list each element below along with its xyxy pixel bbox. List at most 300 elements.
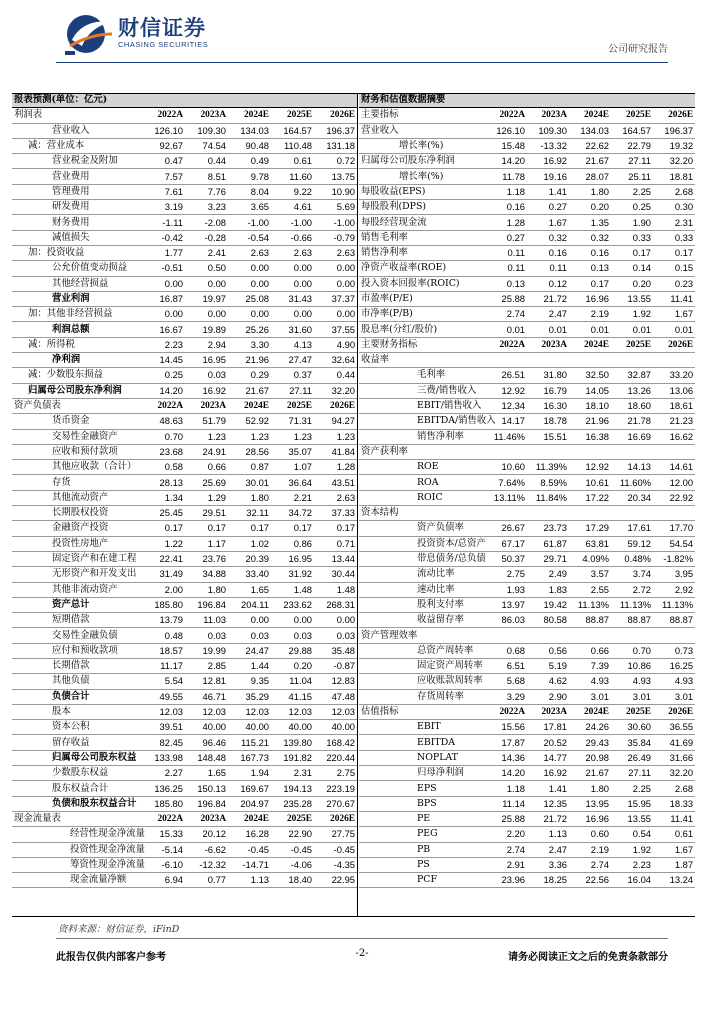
value-cell: 20.98 [569,750,611,765]
value-cell: 3.29 [485,689,527,704]
value-cell: 0.66 [185,460,228,475]
row-label: 资产获利率 [359,444,485,459]
table-row [12,383,357,398]
value-cell: 18.25 [527,873,569,888]
value-cell: 50.37 [485,551,527,566]
value-cell: -0.66 [271,230,314,245]
value-cell: 0.00 [314,261,357,276]
value-cell: 31.92 [271,567,314,582]
row-label: 增长率(%) [359,169,485,184]
value-cell: 14.13 [611,460,653,475]
value-cell: 17.22 [569,490,611,505]
row-label: EPS [359,781,485,796]
value-cell: 14.20 [485,766,527,781]
row-label: 其他应收款（合计） [12,460,142,475]
value-cell: 1.80 [185,582,228,597]
value-cell: 139.80 [271,735,314,750]
value-cell: 2.00 [142,582,185,597]
table-row [359,674,695,689]
table-row [12,475,357,490]
value-cell: 3.01 [611,689,653,704]
value-cell: 1.87 [653,857,695,872]
value-cell: 0.20 [611,276,653,291]
row-label: 股东权益合计 [12,781,142,796]
row-label: 净利润 [12,353,142,368]
row-label: 加：其他非经营损益 [12,307,142,322]
row-label: EBIT/销售收入 [359,398,485,413]
value-cell: 32.20 [314,383,357,398]
value-cell: 32.20 [653,154,695,169]
value-cell: 2.94 [185,337,228,352]
value-cell: 31.43 [271,291,314,306]
table-row [359,230,695,245]
value-cell: 14.05 [569,383,611,398]
value-cell: 14.61 [653,460,695,475]
value-cell: 0.61 [653,827,695,842]
value-cell: 0.68 [485,643,527,658]
value-cell: 19.32 [653,138,695,153]
row-label: EBITDA/销售收入 [359,414,485,429]
value-cell: 1.44 [228,658,271,673]
value-cell: -12.32 [185,857,228,872]
value-cell: 22.41 [142,551,185,566]
footer-disclaimer-right: 请务必阅读正文之后的免责条款部分 [508,952,668,963]
row-label: 归属母公司股东净利润 [359,154,485,169]
row-label: 带息债务/总负债 [359,551,485,566]
value-cell [611,353,653,368]
row-label: 营业利润 [12,291,142,306]
value-cell: 28.13 [142,475,185,490]
value-cell: 3.95 [653,567,695,582]
table-row [12,842,357,857]
table-row [12,490,357,505]
page-header [0,0,724,70]
value-cell: 0.00 [314,307,357,322]
value-cell: 235.28 [271,796,314,811]
value-cell: 35.29 [228,689,271,704]
value-cell: 20.52 [527,735,569,750]
value-cell: 1.48 [271,582,314,597]
row-label: 销售净利率 [359,245,485,260]
value-cell: 3.57 [569,567,611,582]
value-cell: 2.92 [653,582,695,597]
value-cell [527,353,569,368]
table-row [359,766,695,781]
row-label: 管理费用 [12,184,142,199]
table-row [359,307,695,322]
table-row [12,184,357,199]
table-row [359,658,695,673]
section-header-row [12,811,357,826]
value-cell: 0.00 [314,613,357,628]
value-cell: 3.30 [228,337,271,352]
value-cell: 167.73 [228,750,271,765]
value-cell: 26.67 [485,521,527,536]
table-row [12,138,357,153]
value-cell: 1.29 [185,490,228,505]
value-cell: 16.25 [653,658,695,673]
table-row [12,276,357,291]
row-label: 销售净利率 [359,429,485,444]
row-label: 资产负债表 [12,398,142,413]
value-cell: 204.97 [228,796,271,811]
value-cell: 0.33 [653,230,695,245]
value-cell: 1.22 [142,536,185,551]
value-cell: 1.23 [314,429,357,444]
year-header-cell: 2025E [611,704,653,719]
value-cell: 18.57 [142,643,185,658]
row-label: 归属母公司股东净利润 [12,383,142,398]
value-cell: 13.75 [314,169,357,184]
value-cell: 27.11 [611,154,653,169]
year-header-cell: 2025E [271,398,314,413]
value-cell: 35.07 [271,444,314,459]
value-cell: 31.66 [653,750,695,765]
value-cell: 16.92 [527,154,569,169]
row-label: 应付和预收款项 [12,643,142,658]
value-cell: -1.11 [142,215,185,230]
value-cell: 13.79 [142,613,185,628]
value-cell: 16.95 [271,551,314,566]
table-row [359,490,695,505]
value-cell: 33.20 [653,368,695,383]
year-header-cell: 2022A [485,704,527,719]
value-cell: 1.23 [228,429,271,444]
value-cell [653,444,695,459]
value-cell: 2.74 [569,857,611,872]
value-cell: 1.92 [611,842,653,857]
value-cell: 59.12 [611,536,653,551]
year-header-cell: 2025E [271,811,314,826]
row-label: 收益率 [359,353,485,368]
row-label: 主要财务指标 [359,337,485,352]
value-cell: 19.99 [185,643,228,658]
value-cell: 13.55 [611,811,653,826]
value-cell: 5.69 [314,200,357,215]
value-cell: 4.13 [271,337,314,352]
value-cell: 204.11 [228,597,271,612]
value-cell: 19.42 [527,597,569,612]
value-cell: 28.07 [569,169,611,184]
value-cell: 1.80 [569,184,611,199]
table-row [12,444,357,459]
row-label: 金融资产投资 [12,521,142,536]
value-cell: 37.33 [314,506,357,521]
table-row [12,857,357,872]
value-cell: 0.33 [611,230,653,245]
row-label: 资本结构 [359,506,485,521]
value-cell: 12.03 [185,704,228,719]
value-cell: 32.20 [653,766,695,781]
value-cell: 11.14 [485,796,527,811]
value-cell: -6.62 [185,842,228,857]
value-cell [611,444,653,459]
value-cell: 25.45 [142,506,185,521]
table-row [359,215,695,230]
value-cell: 31.60 [271,322,314,337]
value-cell: 24.47 [228,643,271,658]
value-cell: 1.93 [485,582,527,597]
value-cell [653,506,695,521]
value-cell: 0.00 [185,307,228,322]
value-cell: 10.86 [611,658,653,673]
row-label: 每股经营现金流 [359,215,485,230]
value-cell: 20.34 [611,490,653,505]
value-cell: 0.00 [271,307,314,322]
value-cell: 191.82 [271,750,314,765]
value-cell: 0.60 [569,827,611,842]
value-cell: 0.00 [142,276,185,291]
value-cell: 22.56 [569,873,611,888]
row-label: ROE [359,460,485,475]
value-cell: 196.84 [185,796,228,811]
table-row [359,613,695,628]
value-cell: 1.41 [527,781,569,796]
row-label: 每股股利(DPS) [359,200,485,215]
value-cell: 23.76 [185,551,228,566]
value-cell: 9.78 [228,169,271,184]
row-label: 其他流动资产 [12,490,142,505]
value-cell: 12.03 [228,704,271,719]
table-row [12,628,357,643]
brand-name-cn: 财信证券 [118,16,206,40]
value-cell: 136.25 [142,781,185,796]
table-row [12,766,357,781]
value-cell: 0.00 [271,613,314,628]
table-row [359,138,695,153]
table-row [359,506,695,521]
value-cell: 10.61 [569,475,611,490]
value-cell: 41.69 [653,735,695,750]
year-header-cell: 2023A [527,108,569,123]
value-cell: 126.10 [142,123,185,138]
value-cell: 24.91 [185,444,228,459]
value-cell: 1.07 [271,460,314,475]
table-row [359,873,695,888]
value-cell: 16.38 [569,429,611,444]
table-row [359,154,695,169]
value-cell: 15.33 [142,827,185,842]
value-cell: 15.51 [527,429,569,444]
value-cell: 13.26 [611,383,653,398]
year-header-cell: 2024E [228,108,271,123]
table-row [359,720,695,735]
table-row [12,337,357,352]
value-cell: 0.16 [527,245,569,260]
table-row [12,368,357,383]
value-cell: 0.01 [611,322,653,337]
value-cell: 12.92 [569,460,611,475]
value-cell: 0.11 [485,245,527,260]
value-cell: 1.65 [228,582,271,597]
value-cell: 51.79 [185,414,228,429]
value-cell: 13.97 [485,597,527,612]
value-cell [569,444,611,459]
value-cell: 12.81 [185,674,228,689]
value-cell: 21.67 [569,766,611,781]
value-cell: 220.44 [314,750,357,765]
value-cell: 2.47 [527,842,569,857]
value-cell: 14.20 [485,154,527,169]
value-cell: 1.28 [485,215,527,230]
year-header-cell: 2026E [314,108,357,123]
table-row [359,169,695,184]
row-label: 销售毛利率 [359,230,485,245]
table-row [359,276,695,291]
value-cell: 13.06 [653,383,695,398]
value-cell: 32.64 [314,353,357,368]
value-cell: 0.01 [485,322,527,337]
value-cell: 14.20 [142,383,185,398]
value-cell: 1.13 [228,873,271,888]
value-cell: 0.17 [611,245,653,260]
value-cell: 0.32 [569,230,611,245]
table-row [359,368,695,383]
value-cell: 0.00 [271,276,314,291]
value-cell: 67.17 [485,536,527,551]
value-cell: 13.55 [611,291,653,306]
row-label: 市净率(P/B) [359,307,485,322]
value-cell: 40.00 [314,720,357,735]
value-cell: 28.56 [228,444,271,459]
value-cell: 0.25 [611,200,653,215]
value-cell: 36.64 [271,475,314,490]
value-cell: 88.87 [653,613,695,628]
value-cell: 54.54 [653,536,695,551]
value-cell: 17.70 [653,521,695,536]
value-cell: 35.48 [314,643,357,658]
value-cell: 2.23 [142,337,185,352]
forecast-title: 报表预测(单位：亿元) [12,93,357,108]
table-row [359,643,695,658]
table-row [12,658,357,673]
year-header-cell: 2022A [485,108,527,123]
table-row [359,261,695,276]
value-cell: 15.95 [611,796,653,811]
value-cell: 2.21 [271,490,314,505]
value-cell: 18.81 [653,169,695,184]
value-cell: 0.16 [485,200,527,215]
value-cell: 1.35 [569,215,611,230]
table-row [12,674,357,689]
row-label: 少数股东权益 [12,766,142,781]
value-cell: 39.51 [142,720,185,735]
value-cell: 7.57 [142,169,185,184]
value-cell: 0.17 [569,276,611,291]
value-cell: 1.18 [485,781,527,796]
value-cell: 18.60 [611,398,653,413]
value-cell: 5.54 [142,674,185,689]
table-row [12,536,357,551]
value-cell: 52.92 [228,414,271,429]
value-cell: 2.85 [185,658,228,673]
value-cell [527,444,569,459]
value-cell: 0.00 [314,276,357,291]
table-row [359,567,695,582]
table-row [12,613,357,628]
row-label: 经营性现金净流量 [12,827,142,842]
value-cell: 12.03 [314,704,357,719]
row-label: 估值指标 [359,704,485,719]
row-label: 交易性金融资产 [12,429,142,444]
table-row [12,291,357,306]
table-row [12,720,357,735]
value-cell: 1.48 [314,582,357,597]
value-cell: 92.67 [142,138,185,153]
value-cell: 0.03 [185,368,228,383]
value-cell: 0.13 [569,261,611,276]
value-cell: 12.03 [142,704,185,719]
value-cell: 16.92 [527,766,569,781]
value-cell: 194.13 [271,781,314,796]
value-cell: 2.72 [611,582,653,597]
table-row [359,475,695,490]
value-cell: -2.08 [185,215,228,230]
value-cell: 37.37 [314,291,357,306]
section-header-row [12,398,357,413]
row-label: 毛利率 [359,368,485,383]
row-label: PEG [359,827,485,842]
value-cell: 0.48 [142,628,185,643]
table-row [12,567,357,582]
value-cell: 2.47 [527,307,569,322]
value-cell: 16.96 [569,811,611,826]
value-cell: 134.03 [228,123,271,138]
value-cell: 27.11 [611,766,653,781]
value-cell: 29.51 [185,506,228,521]
row-label: 现金流量表 [12,811,142,826]
value-cell: 2.63 [228,245,271,260]
value-cell: 0.03 [228,628,271,643]
row-label: 筹资性现金净流量 [12,857,142,872]
value-cell: 2.91 [485,857,527,872]
value-cell: 0.56 [527,643,569,658]
row-label: NOPLAT [359,750,485,765]
value-cell: 3.23 [185,200,228,215]
value-cell: 16.69 [611,429,653,444]
value-cell: 0.16 [569,245,611,260]
value-cell: 96.46 [185,735,228,750]
row-label: 利润表 [12,108,142,123]
value-cell: 22.95 [314,873,357,888]
table-row [12,307,357,322]
value-cell: 0.11 [527,261,569,276]
row-label: 其他负债 [12,674,142,689]
table-row [359,398,695,413]
value-cell: 109.30 [185,123,228,138]
value-cell: 0.14 [611,261,653,276]
value-cell: 1.17 [185,536,228,551]
value-cell: 0.29 [228,368,271,383]
footer-divider [56,938,668,939]
value-cell: 29.43 [569,735,611,750]
row-label: 主要指标 [359,108,485,123]
value-cell [485,628,527,643]
row-label: ROIC [359,490,485,505]
value-cell: -4.06 [271,857,314,872]
year-header-cell: 2025E [611,337,653,352]
value-cell: 1.77 [142,245,185,260]
value-cell: 18.33 [653,796,695,811]
table-row [12,873,357,888]
row-label: PB [359,842,485,857]
table-row [12,245,357,260]
value-cell: 17.29 [569,521,611,536]
value-cell: 5.19 [527,658,569,673]
row-label: 投资性现金净流量 [12,842,142,857]
row-label: 固定资产周转率 [359,658,485,673]
brand-name-en: CHASING SECURITIES [118,40,209,49]
